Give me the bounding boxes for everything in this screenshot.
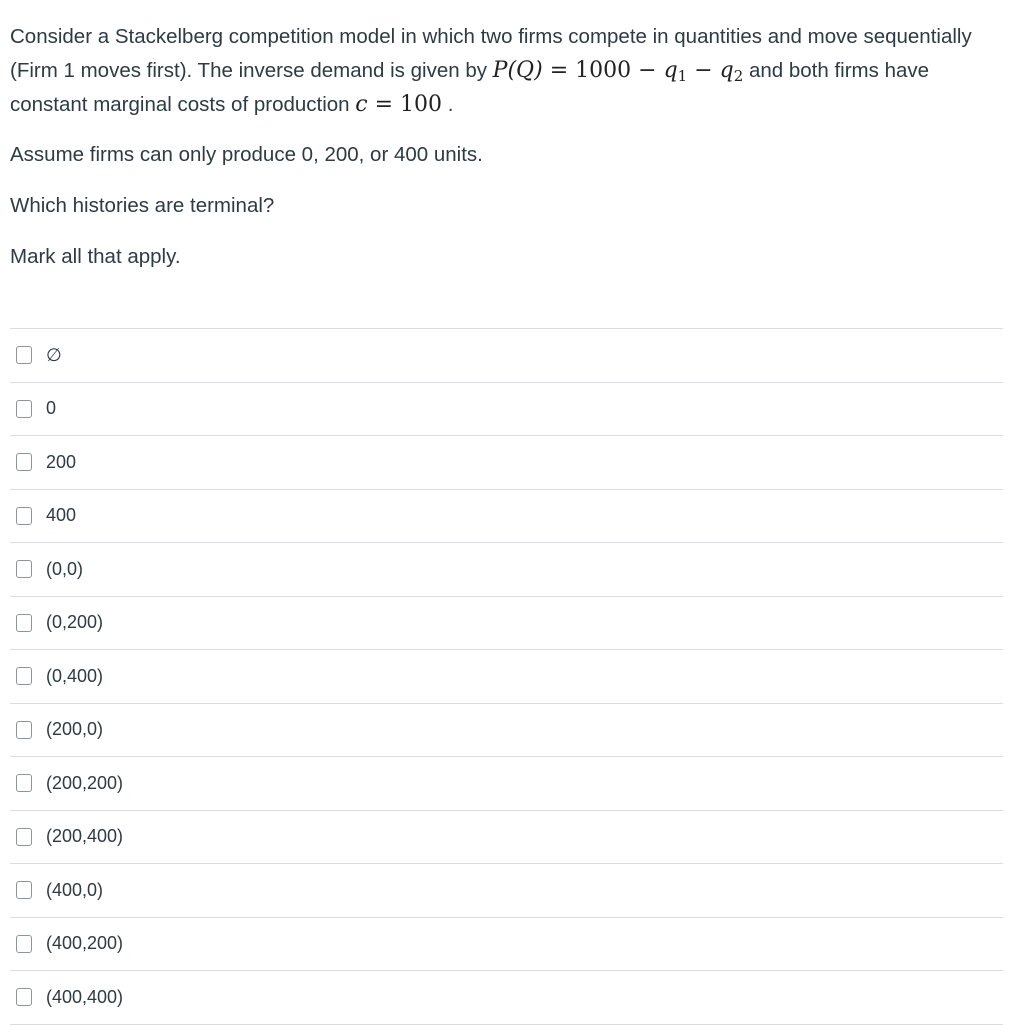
- checkbox[interactable]: [16, 881, 32, 899]
- checkbox[interactable]: [16, 828, 32, 846]
- answer-option[interactable]: [10, 971, 1003, 1025]
- answer-label: (400,0): [46, 879, 104, 900]
- answer-label: 400: [46, 505, 77, 526]
- answer-label: (400,400): [46, 986, 124, 1007]
- question-prompt: Which histories are terminal?: [10, 194, 275, 217]
- answer-label: 0: [46, 398, 57, 419]
- assumption-text: Assume firms can only produce 0, 200, or 400 units.: [10, 143, 483, 166]
- instruction-text: Mark all that apply.: [10, 245, 181, 268]
- checkbox[interactable]: [16, 721, 32, 739]
- answer-option[interactable]: [10, 918, 1003, 972]
- answer-label: (0,400): [46, 665, 104, 686]
- checkbox[interactable]: [16, 614, 32, 632]
- answer-option[interactable]: [10, 650, 1003, 704]
- answer-option[interactable]: [10, 864, 1003, 918]
- answer-option[interactable]: [10, 383, 1003, 437]
- answer-label: (400,200): [46, 933, 124, 954]
- checkbox[interactable]: [16, 346, 32, 364]
- checkbox[interactable]: [16, 667, 32, 685]
- answer-option[interactable]: [10, 597, 1003, 651]
- answer-option[interactable]: [10, 757, 1003, 811]
- question-text: [10, 20, 995, 291]
- demand-formula: $P(Q) = 1000 - q_1 - q_2$: [492, 58, 744, 85]
- checkbox[interactable]: [16, 507, 32, 525]
- intro-text: Consider a Stackelberg competition model in which two firms compete in quantities and move sequentially (Firm 1 moves first). The inverse demand is given by: [10, 25, 972, 82]
- answer-label: (200,0): [46, 719, 104, 740]
- checkbox[interactable]: [16, 453, 32, 471]
- answer-option[interactable]: [10, 543, 1003, 597]
- answer-label: (200,200): [46, 772, 124, 793]
- answer-label: (0,0): [46, 558, 84, 579]
- answer-option[interactable]: [10, 811, 1003, 865]
- checkbox[interactable]: [16, 774, 32, 792]
- cost-formula: c = 100: [355, 92, 443, 117]
- question-intro: Consider a Stackelberg competition model in which two firms compete in quantities and move sequentially (Firm 1 moves first). The inverse demand is given by $P(Q) = 1000 - q_1 - q_2$ and both firms have constant marginal costs of production c = 100 .: [10, 25, 972, 117]
- answer-option[interactable]: [10, 490, 1003, 544]
- intro-text-2: and both firms have constant marginal costs of production: [10, 59, 930, 116]
- checkbox[interactable]: [16, 935, 32, 953]
- checkbox[interactable]: [16, 400, 32, 418]
- answer-list: [10, 328, 1003, 1025]
- answer-label: (200,400): [46, 826, 124, 847]
- answer-label: 200: [46, 451, 77, 472]
- checkbox[interactable]: [16, 560, 32, 578]
- answer-option[interactable]: [10, 329, 1003, 383]
- answer-label: (0,200): [46, 612, 104, 633]
- answer-option[interactable]: [10, 436, 1003, 490]
- answer-label: ∅: [46, 344, 62, 365]
- checkbox[interactable]: [16, 988, 32, 1006]
- answer-option[interactable]: [10, 704, 1003, 758]
